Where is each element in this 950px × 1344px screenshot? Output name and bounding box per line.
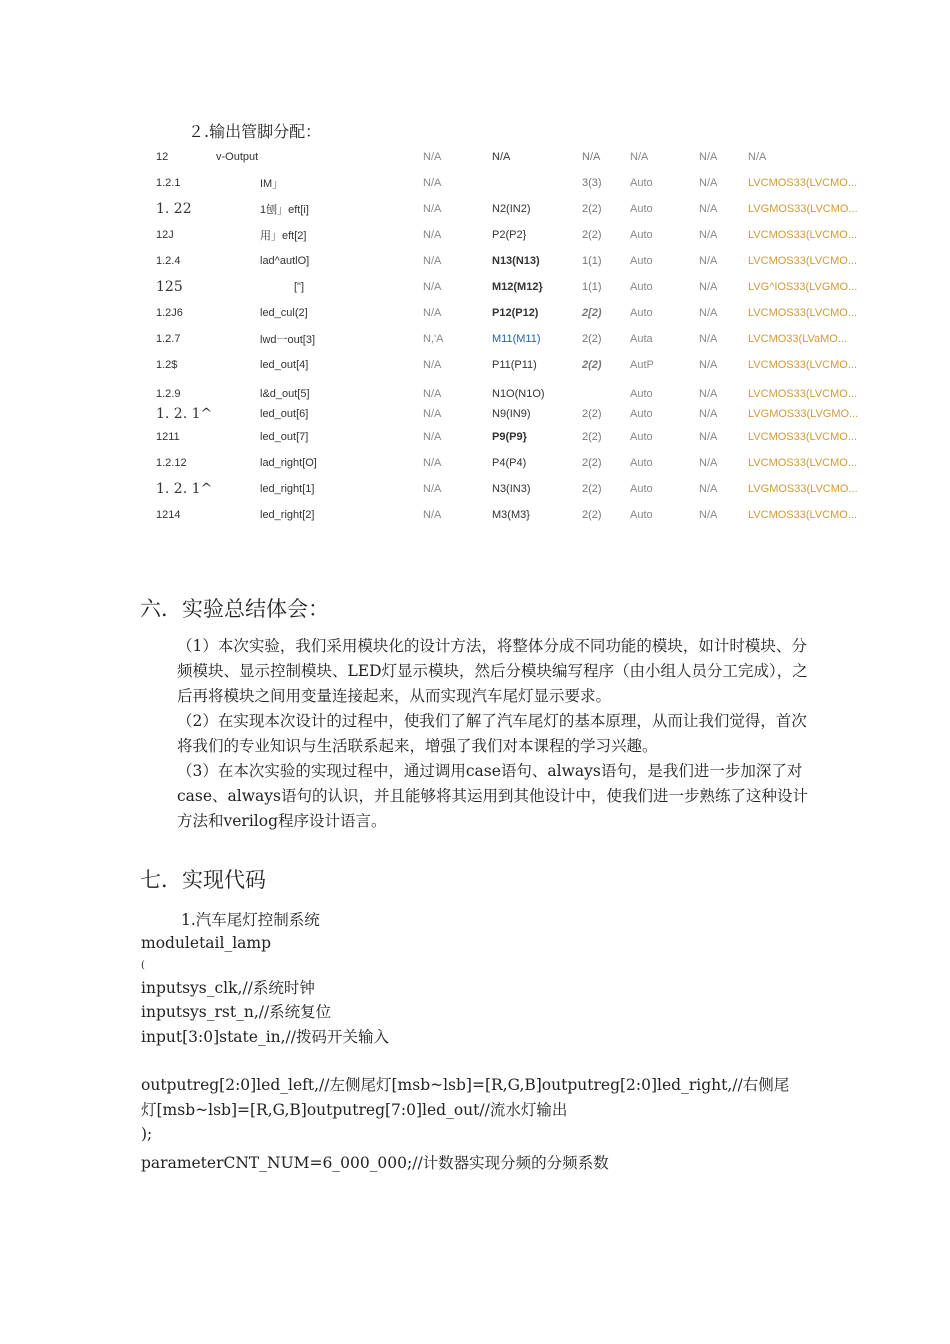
table-cell: 1211: [156, 431, 180, 443]
table-cell: lwd一out[3]: [260, 334, 316, 346]
table-cell: N/A: [423, 359, 442, 371]
summary-paragraphs: [177, 634, 817, 834]
table-row: [150, 404, 878, 424]
table-cell: N/A: [699, 307, 718, 319]
table-cell: led_out[6]: [260, 408, 309, 420]
table-cell: Auto: [630, 457, 653, 469]
table-cell: 1214: [156, 509, 181, 521]
table-cell: Auto: [630, 388, 653, 400]
table-cell: M12(M12}: [492, 281, 543, 293]
table-cell: Auta: [630, 333, 653, 345]
table-row: [150, 144, 878, 170]
table-cell: N/A: [699, 483, 718, 495]
table-cell: LVGMOS33(LVGMO...: [748, 408, 859, 420]
table-cell: 2(2): [582, 229, 602, 241]
code-block: [141, 931, 801, 1175]
table-cell: P4(P4): [492, 457, 527, 469]
table-cell: N/A: [423, 255, 442, 267]
table-cell: N2(IN2): [492, 203, 531, 215]
table-cell: LVCMOS33(LVCMO...: [748, 229, 858, 241]
pin-assignment-table: [150, 144, 878, 528]
table-cell: LVCMOS33(LVCMO...: [748, 388, 858, 400]
code-line: );: [141, 1125, 153, 1143]
summary-paragraph-1: （1）本次实验，我们采用模块化的设计方法，将整体分成不同功能的模块，如计时模块、分频模块、显示控制模块、LED灯显示模块，然后分模块编写程序（由小组人员分工完成），之后再将模块之间用变量连接起来，从而实现汽车尾灯显示要求。: [177, 637, 808, 705]
table-row: [150, 326, 878, 352]
table-cell: LVGMOS33(LVCMO...: [748, 483, 858, 495]
table-cell: N/A: [699, 457, 718, 469]
table-cell: LVCMO33(LVaMO...: [748, 333, 848, 345]
table-cell: lad^autlO]: [260, 255, 310, 267]
table-cell: Auto: [630, 255, 653, 267]
table-cell: 12J: [156, 229, 174, 241]
table-cell: N/A: [699, 408, 718, 420]
table-cell: N/A: [423, 388, 442, 400]
table-cell: LVCMOS33(LVCMO...: [748, 177, 858, 189]
code-subheading: 1.汽车尾灯控制系统: [181, 911, 320, 929]
table-cell: N13(N13): [492, 255, 540, 267]
table-cell: P2(P2}: [492, 229, 527, 241]
table-cell: N/A: [423, 457, 442, 469]
table-cell: 2(2): [582, 509, 602, 521]
table-cell: N/A: [423, 408, 442, 420]
table-cell: 2(2): [582, 431, 602, 443]
code-line: inputsys_rst_n,//系统复位: [141, 1003, 332, 1021]
table-row: [150, 476, 878, 502]
table-cell: P12(P12): [492, 307, 539, 319]
table-cell: Auto: [630, 281, 653, 293]
table-cell: N/A: [423, 509, 442, 521]
table-cell: N/A: [423, 281, 442, 293]
code-line: (: [141, 959, 145, 971]
table-row: [150, 424, 878, 450]
table-cell: led_cul(2]: [260, 307, 308, 319]
code-line: moduletail_lamp: [141, 934, 272, 952]
table-cell: N/A: [699, 333, 718, 345]
table-row: [150, 450, 878, 476]
table-cell: 1.2.1: [156, 177, 181, 189]
table-cell: 2(2): [582, 457, 602, 469]
table-cell: v-Output: [216, 151, 259, 163]
table-cell: N/A: [423, 151, 442, 163]
table-cell: N/A: [423, 229, 442, 241]
table-cell: N/A: [582, 151, 601, 163]
table-cell: 125: [156, 279, 183, 295]
table-cell: 2(2): [582, 203, 602, 215]
table-cell: Auto: [630, 431, 653, 443]
table-cell: P11(P11): [492, 359, 537, 371]
section-heading-code: 七．实现代码: [140, 868, 266, 892]
table-cell: N/A: [699, 359, 718, 371]
table-cell: N/A: [423, 431, 442, 443]
table-cell: [582, 384, 630, 404]
table-cell: 1.2.4: [156, 255, 181, 267]
table-row: [150, 248, 878, 274]
table-cell: N/A: [699, 177, 718, 189]
pin-assignment-subheading: ２.输出管脚分配：: [188, 122, 322, 141]
table-cell: M11(M11): [492, 333, 541, 345]
table-cell: LVCMOS33(LVCMO...: [748, 457, 858, 469]
table-cell: N/A: [699, 281, 718, 293]
table-cell: l&d_out[5]: [260, 388, 310, 400]
code-line: parameterCNT_NUM=6_000_000;//计数器实现分频的分频系数: [141, 1153, 609, 1172]
table-cell: led_out[7]: [260, 431, 309, 443]
table-cell: Auto: [630, 177, 653, 189]
code-line: inputsys_clk,//系统时钟: [141, 978, 315, 997]
table-cell: LVCMOS33(LVCMO...: [748, 307, 858, 319]
table-cell: Auto: [630, 483, 653, 495]
table-cell: 2(2): [582, 359, 602, 371]
code-line: outputreg[2:0]led_left,//左侧尾灯[msb~lsb]=[R,G,B]outputreg[2:0]led_right,//右侧尾灯[msb~lsb]=[R,G,B]outputreg[7:0]led_out//流水灯输出: [141, 1076, 790, 1119]
table-cell: P9(P9}: [492, 431, 527, 443]
table-cell: LVCMOS33(LVCMO...: [748, 431, 858, 443]
table-cell: 1刨」eft[i]: [260, 204, 309, 216]
table-cell: Auto: [630, 307, 653, 319]
code-line: [141, 1049, 801, 1073]
table-row: [150, 384, 878, 404]
table-cell: 1.2J6: [156, 307, 183, 319]
table-cell: lad_right[O]: [260, 457, 317, 469]
table-cell: LVG^IOS33(LVGMO...: [748, 281, 858, 293]
table-cell: 2(2): [582, 333, 602, 345]
table-cell: led_right[1]: [260, 483, 315, 495]
table-cell: 1.2$: [156, 359, 178, 371]
table-cell: N/A: [423, 177, 442, 189]
table-cell: 3(3): [582, 177, 602, 189]
table-cell: led_out[4]: [260, 359, 309, 371]
table-cell: 2[2): [582, 307, 602, 319]
table-cell: N/A: [699, 255, 718, 267]
table-cell: N,'A: [423, 333, 444, 345]
table-row: [150, 300, 878, 326]
table-row: [150, 170, 878, 196]
table-cell: N/A: [423, 483, 442, 495]
table-cell: M3(M3}: [492, 509, 530, 521]
table-cell: N3(IN3): [492, 483, 531, 495]
table-cell: 2(2): [582, 483, 602, 495]
table-cell: Auto: [630, 509, 653, 521]
table-cell: 1. 2. 1^: [156, 406, 213, 422]
table-row: [150, 274, 878, 300]
table-row: [150, 352, 878, 378]
table-cell: Auto: [630, 408, 653, 420]
table-cell: N/A: [699, 203, 718, 215]
table-cell: 2(2): [582, 408, 602, 420]
summary-paragraph-3: （3）在本次实验的实现过程中，通过调用case语句、always语句，是我们进一步加深了对case、always语句的认识，并且能够将其运用到其他设计中，使我们进一步熟练了这种设计方法和verilog程序设计语言。: [177, 762, 808, 830]
table-cell: LVCMOS33(LVCMO...: [748, 509, 858, 521]
table-row: [150, 502, 878, 528]
table-cell: 1. 22: [156, 201, 192, 217]
table-cell: Auto: [630, 203, 653, 215]
table-cell: N/A: [699, 388, 718, 400]
table-cell: N/A: [699, 431, 718, 443]
summary-paragraph-2: （2）在实现本次设计的过程中，使我们了解了汽车尾灯的基本原理，从而让我们觉得，首次将我们的专业知识与生活联系起来，增强了我们对本课程的学习兴趣。: [177, 712, 807, 755]
table-cell: N/A: [423, 307, 442, 319]
table-cell: 1.2.9: [156, 388, 181, 400]
table-cell: ["]: [294, 281, 305, 293]
table-row: [150, 196, 878, 222]
table-cell: 1(1): [582, 281, 602, 293]
table-row: [150, 222, 878, 248]
table-cell: Auto: [630, 229, 653, 241]
table-cell: LVCMOS33(LVCMO...: [748, 255, 858, 267]
table-cell: [492, 170, 582, 196]
table-cell: N/A: [699, 151, 718, 163]
code-line: input[3:0]state_in,//拨码开关输入: [141, 1027, 390, 1046]
table-cell: 12: [156, 151, 169, 163]
table-cell: 1. 2. 1^: [156, 481, 213, 497]
table-cell: 1(1): [582, 255, 602, 267]
table-cell: N1O(N1O): [492, 388, 545, 400]
table-cell: 用」eft[2]: [260, 230, 307, 242]
table-cell: N9(IN9): [492, 408, 531, 420]
table-cell: N/A: [699, 229, 718, 241]
table-cell: N/A: [630, 151, 649, 163]
table-cell: 1.2.12: [156, 457, 187, 469]
table-cell: IM」: [260, 178, 284, 190]
table-cell: N/A: [699, 509, 718, 521]
table-cell: N/A: [423, 203, 442, 215]
section-heading-summary: 六．实验总结体会：: [140, 597, 329, 621]
table-cell: N/A: [492, 151, 511, 163]
table-cell: LVCMOS33(LVCMO...: [748, 359, 858, 371]
table-cell: LVGMOS33(LVCMO...: [748, 203, 858, 215]
table-cell: 1.2.7: [156, 333, 181, 345]
table-cell: led_right[2]: [260, 509, 315, 521]
table-cell: N/A: [748, 151, 767, 163]
table-cell: AutP: [630, 359, 654, 371]
